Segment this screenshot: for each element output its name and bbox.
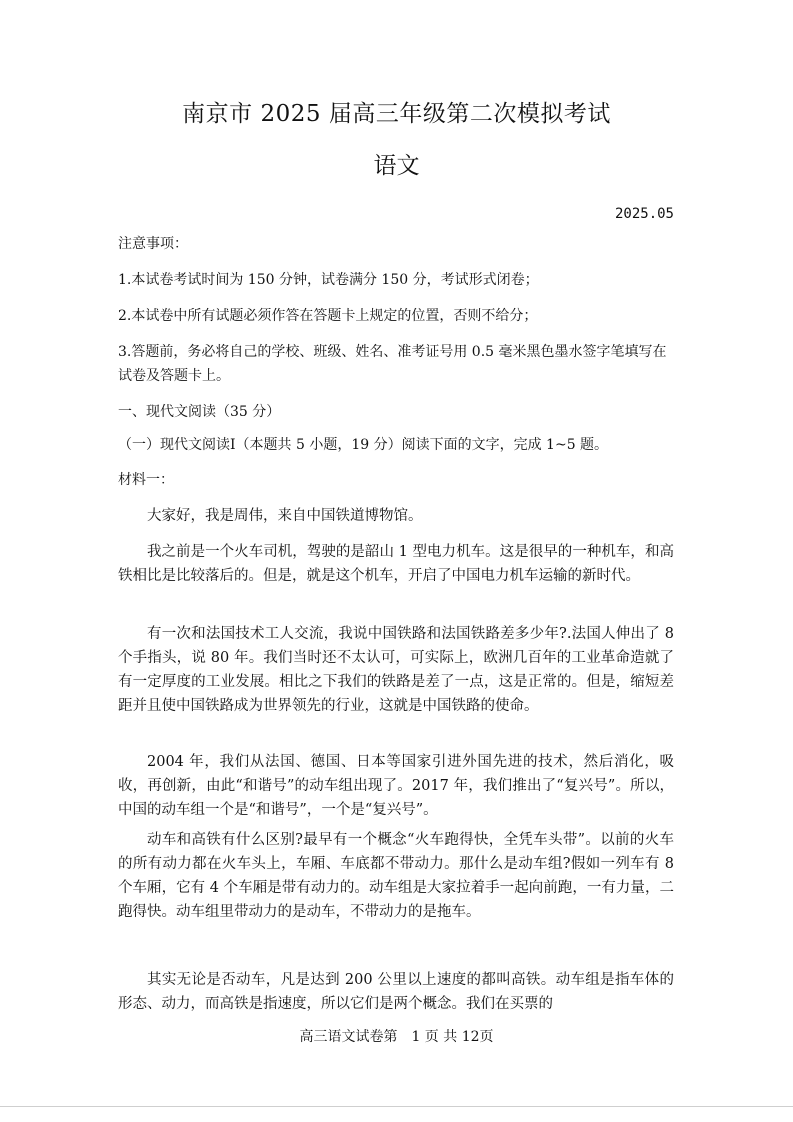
passage-paragraph-1: 大家好，我是周伟，来自中国铁道博物馆。 (147, 508, 423, 524)
notice-item-2: 2.本试卷中所有试题必须作答在答题卡上规定的位置，否则不给分； (118, 308, 538, 324)
material-label: 材料一： (118, 472, 174, 488)
page-divider (0, 1106, 793, 1107)
notice-item-1: 1.本试卷考试时间为 150 分钟，试卷满分 150 分，考试形式闭卷； (118, 272, 539, 288)
passage-paragraph-6: 其实无论是否动车，凡是达到 200 公里以上速度的都叫高铁。动车组是指车体的形态、动力，而高铁是指速度，所以它们是两个概念。我们在买票的 (118, 972, 674, 1012)
passage-paragraph-5: 动车和高铁有什么区别?最早有一个概念“火车跑得快，全凭车头带”。以前的火车的所有动力都在火车头上，车厢、车底都不带动力。那什么是动车组?假如一列车有 8 个车厢，它有 4 个车厢是带有动力的。动车组是大家拉着手一起向前跑，一有力量，二跑得快。动车组里带动力的是动车，不带动力的是拖车。 (118, 832, 674, 920)
passage-paragraph-2: 我之前是一个火车司机，驾驶的是韶山 1 型电力机车。这是很早的一种机车，和高铁相比是比较落后的。但是，就是这个机车，开启了中国电力机车运输的新时代。 (118, 544, 674, 584)
exam-date: 2025.05 (614, 206, 674, 222)
exam-title: 南京市 2025 届高三年级第二次模拟考试 (182, 101, 611, 127)
section-heading: 一、现代文阅读（35 分） (118, 404, 281, 420)
page-footer: 高三语文试卷第 1 页 共 12页 (299, 1029, 494, 1045)
notice-heading: 注意事项： (118, 236, 188, 252)
section-subheading: （一）现代文阅读Ⅰ（本题共 5 小题，19 分）阅读下面的文字，完成 1~5 题。 (118, 437, 609, 453)
subject-title: 语文 (373, 153, 420, 179)
notice-item-3: 3.答题前，务必将自己的学校、班级、姓名、准考证号用 0.5 毫米黑色墨水签字笔填写在试卷及答题卡上。 (118, 344, 667, 384)
passage-paragraph-4: 2004 年，我们从法国、德国、日本等国家引进外国先进的技术，然后消化，吸收，再创新，由此“和谐号”的动车组出现了。2017 年，我们推出了“复兴号”。所以，中国的动车组一个是“和谐号”，一个是“复兴号”。 (118, 754, 674, 818)
passage-paragraph-3: 有一次和法国技术工人交流，我说中国铁路和法国铁路差多少年?.法国人伸出了 8 个手指头，说 80 年。我们当时还不太认可，可实际上，欧洲几百年的工业革命造就了有一定厚度的工业发展。相比之下我们的铁路是差了一点，这是正常的。但是，缩短差距并且使中国铁路成为世界领先的行业，这就是中国铁路的使命。 (118, 626, 674, 714)
